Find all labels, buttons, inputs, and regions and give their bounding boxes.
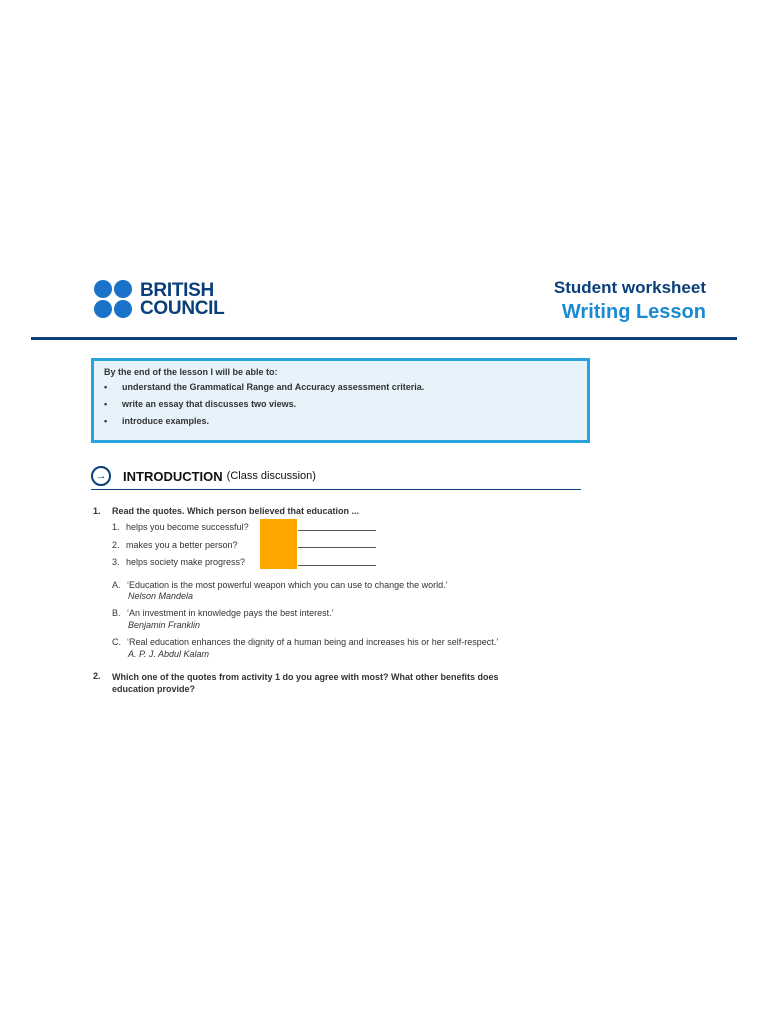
worksheet-title-line1: Student worksheet bbox=[553, 278, 706, 297]
quote-a: A. ‘Education is the most powerful weapon which you can use to change the world.’ bbox=[112, 580, 448, 590]
question-2: 2. Which one of the quotes from activity 1 do you agree with most? What other benefits does education provide? bbox=[93, 671, 499, 694]
highlight-mark bbox=[260, 519, 297, 569]
question-1-item: 1. helps you become successful? bbox=[112, 522, 249, 532]
section-title: INTRODUCTION bbox=[123, 468, 223, 484]
lesson-objectives-box bbox=[91, 358, 590, 443]
objective-item: • introduce examples. bbox=[104, 416, 210, 426]
section-header-introduction bbox=[91, 463, 581, 490]
question-1-item: 3. helps society make progress? bbox=[112, 557, 246, 567]
answer-blank-1[interactable] bbox=[298, 530, 376, 531]
quote-c-author: A. P. J. Abdul Kalam bbox=[128, 649, 210, 659]
answer-blank-2[interactable] bbox=[298, 547, 376, 548]
worksheet-title bbox=[554, 277, 706, 325]
section-subtitle: (Class discussion) bbox=[226, 470, 316, 482]
logo-dots-icon bbox=[94, 280, 134, 320]
header-divider bbox=[31, 337, 737, 340]
enter-arrow-icon: → bbox=[91, 466, 111, 486]
objectives-title: By the end of the lesson I will be able to: bbox=[104, 367, 278, 377]
quote-a-author: Nelson Mandela bbox=[128, 591, 194, 601]
british-council-logo bbox=[94, 280, 224, 320]
quote-c: C. ‘Real education enhances the dignity of a human being and increases his or her self-respect.’ bbox=[112, 637, 499, 647]
answer-blank-3[interactable] bbox=[298, 565, 376, 566]
logo-wordmark: BRITISH COUNCIL bbox=[140, 280, 225, 319]
quote-b-author: Benjamin Franklin bbox=[128, 620, 201, 630]
objective-item: • write an essay that discusses two views. bbox=[104, 399, 297, 409]
quote-b: B. ‘An investment in knowledge pays the best interest.’ bbox=[112, 608, 334, 618]
worksheet-title-line2: Writing Lesson bbox=[561, 301, 706, 323]
question-1: 1. Read the quotes. Which person believed that education ... bbox=[93, 506, 360, 516]
question-1-item: 2. makes you a better person? bbox=[112, 540, 238, 550]
objective-item: • understand the Grammatical Range and Accuracy assessment criteria. bbox=[104, 382, 425, 392]
